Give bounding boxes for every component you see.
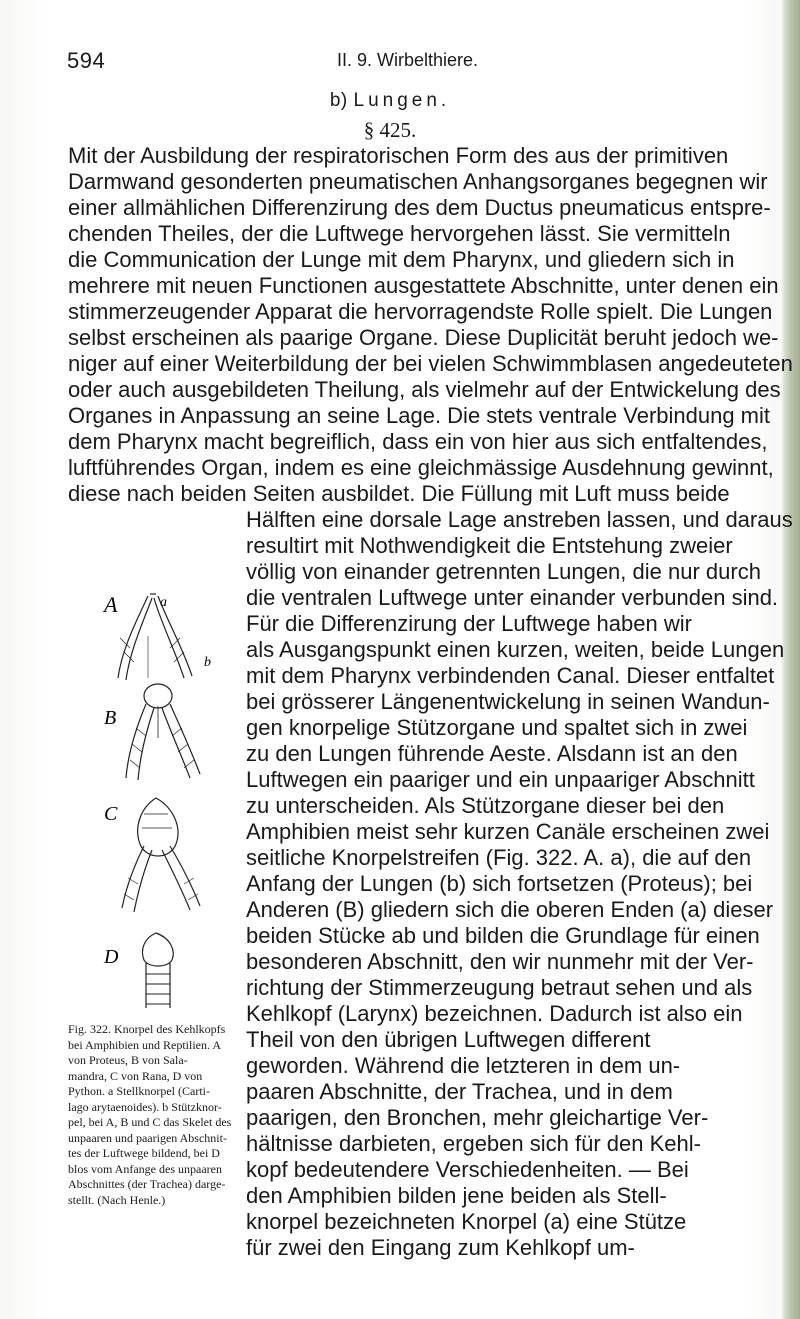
text-line: niger auf einer Weiterbildung der bei vielen Schwimmblasen angedeuteten xyxy=(68,351,793,376)
text-line: knorpel bezeichneten Knorpel (a) eine Stütze xyxy=(246,1209,687,1234)
caption-line: tes der Luftwege bildend, bei D xyxy=(68,1146,220,1160)
figure-caption xyxy=(68,1022,238,1208)
text-line: Kehlkopf (Larynx) bezeichnen. Dadurch ist also ein xyxy=(246,1001,743,1026)
text-line: Darmwand gesonderten pneumatischen Anhangsorganes begegnen wir xyxy=(68,169,768,194)
figure-d-python xyxy=(143,933,174,1008)
figure-label-C: C xyxy=(104,803,118,825)
text-line: seitliche Knorpelstreifen (Fig. 322. A. a), die auf den xyxy=(246,845,752,870)
text-line: selbst erscheinen als paarige Organe. Diese Duplicität beruht jedoch we- xyxy=(68,325,779,350)
section-heading-word: Lungen. xyxy=(353,90,451,111)
figure-label-a: a xyxy=(160,595,167,610)
running-head: II. 9. Wirbelthiere. xyxy=(337,50,479,70)
text-line: mit dem Pharynx verbindenden Canal. Dieser entfaltet xyxy=(246,663,775,688)
text-line: besonderen Abschnitt, den wir nunmehr mit der Ver- xyxy=(246,949,754,974)
text-line: Für die Differenzirung der Luftwege haben wir xyxy=(246,611,692,636)
caption-line: Fig. 322. Knorpel des Kehlkopfs xyxy=(68,1022,226,1036)
text-line: Organes in Anpassung an seine Lage. Die stets ventrale Verbindung mit xyxy=(68,403,771,428)
text-line: zu den Lungen führende Aeste. Alsdann ist an den xyxy=(246,741,738,766)
caption-line: von Proteus, B von Sala- xyxy=(68,1053,188,1067)
text-line: einer allmählichen Differenzirung des dem Ductus pneumaticus entspre- xyxy=(68,195,771,220)
caption-line: unpaaren und paarigen Abschnit- xyxy=(68,1130,227,1145)
text-line: Amphibien meist sehr kurzen Canäle erscheinen zwei xyxy=(246,819,770,844)
figure-b-salamandra xyxy=(126,684,200,780)
text-line: die ventralen Luftwege unter einander verbunden sind. xyxy=(246,585,779,610)
figure-label-B: B xyxy=(104,707,117,729)
text-line: Luftwegen ein paariger und ein unpaariger Abschnitt xyxy=(246,767,755,792)
text-line: für zwei den Eingang zum Kehlkopf um- xyxy=(246,1235,635,1260)
text-line: diese nach beiden Seiten ausbildet. Die Füllung mit Luft muss beide xyxy=(68,481,730,506)
text-line: stimmerzeugender Apparat die hervorragendste Rolle spielt. Die Lungen xyxy=(68,299,773,324)
text-line: oder auch ausgebildeten Theilung, als vielmehr auf der Entwickelung des xyxy=(68,377,781,402)
text-line: paarigen, den Bronchen, mehr gleichartige Ver- xyxy=(246,1105,709,1130)
text-line: mehrere mit neuen Functionen ausgestattete Abschnitte, unter denen ein xyxy=(68,273,779,298)
text-line: den Amphibien bilden jene beiden als Stell- xyxy=(246,1183,667,1208)
text-line: Anderen (B) gliedern sich die oberen Enden (a) dieser xyxy=(246,897,774,922)
text-line: chenden Theiles, der die Luftwege hervorgehen lässt. Sie vermitteln xyxy=(68,221,731,246)
text-line: resultirt mit Nothwendigkeit die Entstehung zweier xyxy=(246,533,733,558)
figure-label-D: D xyxy=(104,946,119,968)
text-line: Theil von den übrigen Luftwegen different xyxy=(246,1027,651,1052)
text-line: bei grösserer Längenentwickelung in seinen Wandun- xyxy=(246,689,770,714)
text-line: als Ausgangspunkt einen kurzen, weiten, beide Lungen xyxy=(246,637,785,662)
figure-label-A: A xyxy=(104,592,118,617)
text-line: hältnisse darbieten, ergeben sich für den Kehl- xyxy=(246,1131,701,1156)
text-line: paaren Abschnitte, der Trachea, und in dem xyxy=(246,1079,673,1104)
text-line: kopf bedeutendere Verschiedenheiten. — Bei xyxy=(246,1157,689,1182)
text-line: richtung der Stimmerzeugung betraut sehen und als xyxy=(246,975,753,1000)
figure-label-b: b xyxy=(204,655,211,670)
caption-line: bei Amphibien und Reptilien. A xyxy=(68,1037,221,1052)
figure-a-proteus xyxy=(118,594,192,680)
page-header xyxy=(0,48,780,78)
text-line: beiden Stücke ab und bilden die Grundlage für einen xyxy=(246,923,760,948)
caption-line: mandra, C von Rana, D von xyxy=(68,1068,203,1083)
text-line: gen knorpelige Stützorgane und spaltet sich in zwei xyxy=(246,715,748,740)
text-line: geworden. Während die letzteren in dem un- xyxy=(246,1053,681,1078)
section-number: § 425. xyxy=(363,118,417,142)
text-line: luftführendes Organ, indem es eine gleichmässige Ausdehnung gewinnt, xyxy=(68,455,774,480)
section-heading xyxy=(0,90,780,112)
text-line: zu unterscheiden. Als Stützorgane dieser bei den xyxy=(246,793,725,818)
text-line: völlig von einander getrennten Lungen, die nur durch xyxy=(246,559,761,584)
text-line: die Communication der Lunge mit dem Pharynx, und gliedern sich in xyxy=(68,247,735,272)
figure-322 xyxy=(100,588,260,1013)
caption-line: Python. a Stellknorpel (Carti- xyxy=(68,1084,210,1098)
caption-line: stellt. (Nach Henle.) xyxy=(68,1192,166,1207)
figure-322-illustration xyxy=(100,588,260,1013)
caption-line: lago arytaenoides). b Stützknor- xyxy=(68,1099,222,1114)
figure-c-rana xyxy=(122,798,200,912)
text-line: Hälften eine dorsale Lage anstreben lassen, und daraus xyxy=(246,507,793,532)
page-number: 594 xyxy=(67,48,106,73)
text-line: Anfang der Lungen (b) sich fortsetzen (Proteus); bei xyxy=(246,871,753,896)
caption-line: blos vom Anfange des unpaaren xyxy=(68,1161,222,1176)
text-line: Mit der Ausbildung der respiratorischen Form des aus der primitiven xyxy=(68,143,729,168)
caption-line: pel, bei A, B und C das Skelet des xyxy=(68,1115,232,1129)
section-heading-prefix: b) xyxy=(329,90,348,111)
text-line: dem Pharynx macht begreiflich, dass ein von hier aus sich entfaltendes, xyxy=(68,429,768,454)
caption-line: Abschnittes (der Trachea) darge- xyxy=(68,1177,226,1191)
